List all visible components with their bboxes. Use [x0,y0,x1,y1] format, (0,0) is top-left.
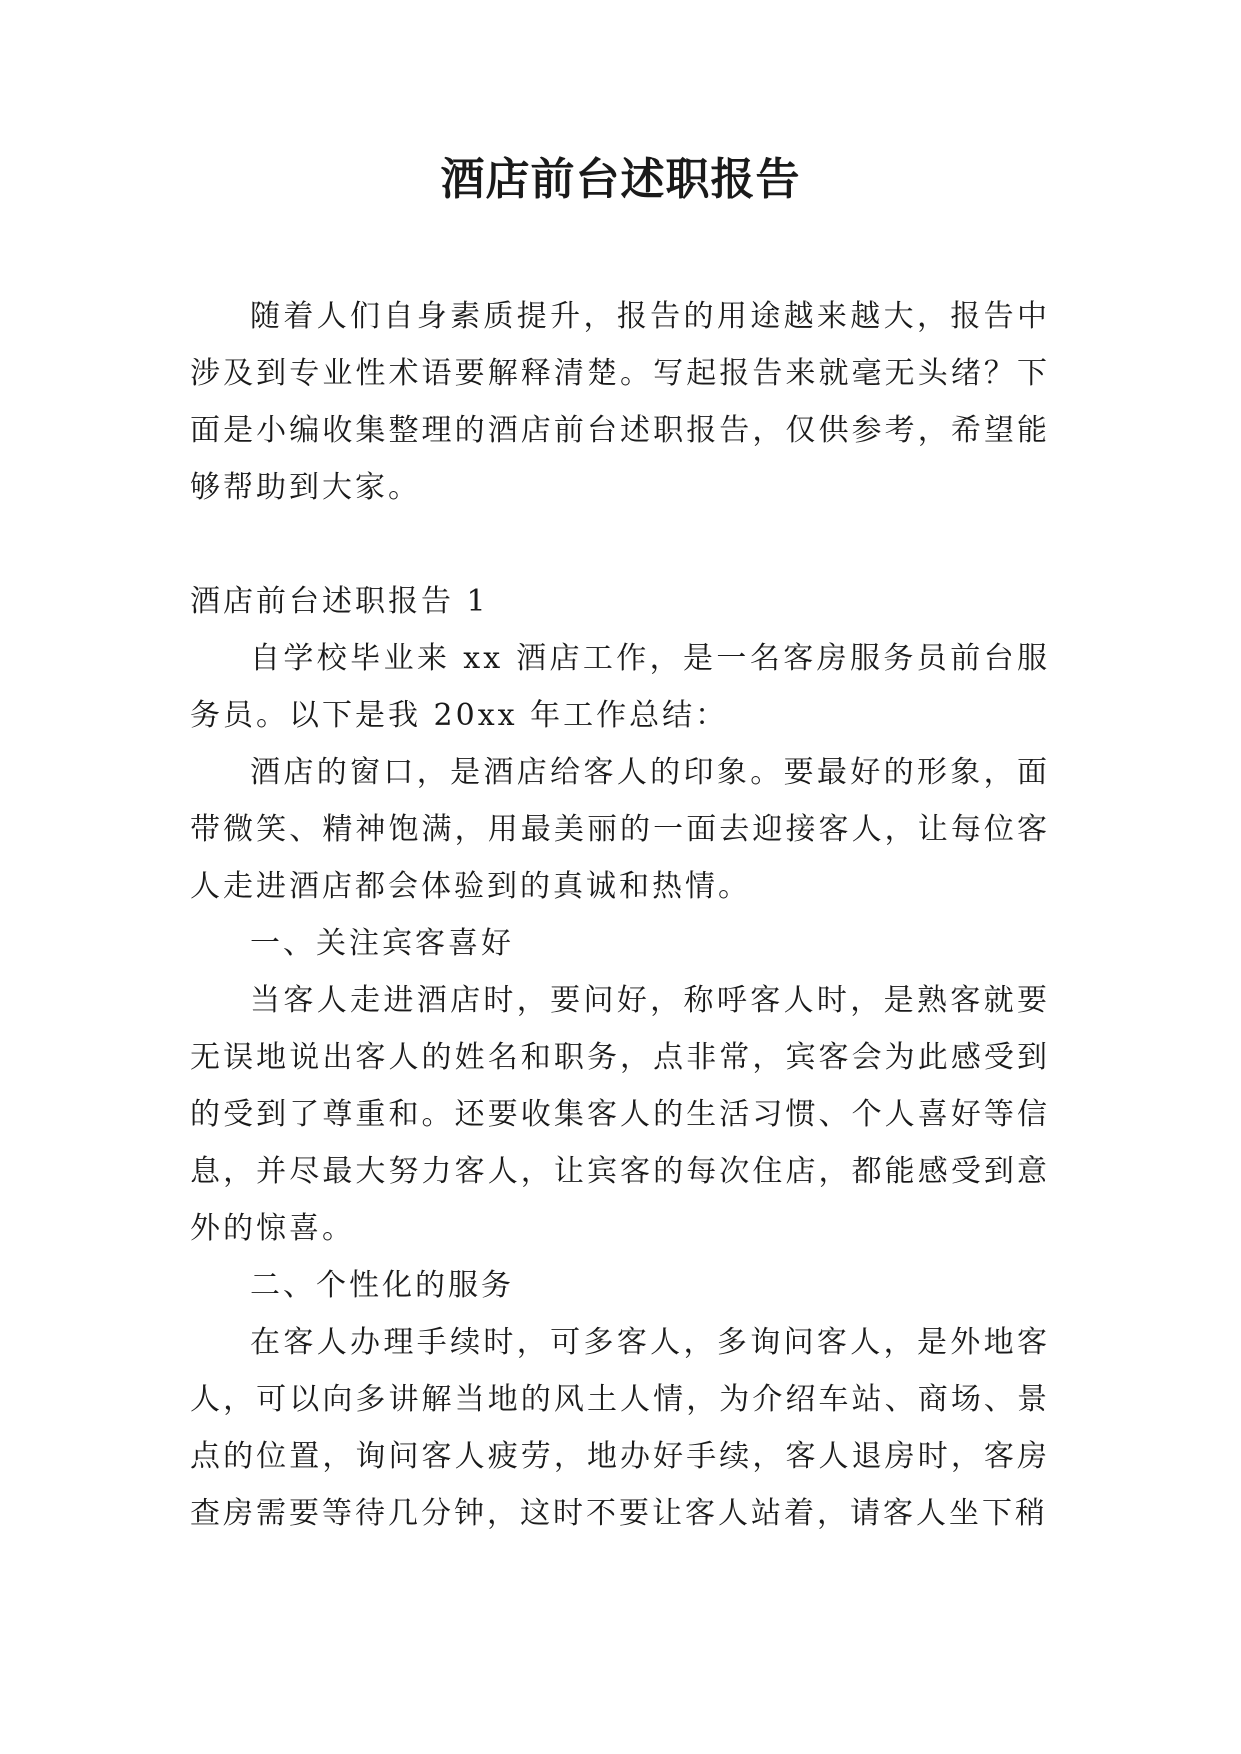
document-body [190,288,1050,1542]
subsection-heading: 一、关注宾客喜好 [250,926,514,961]
paragraph-gap [190,516,1050,573]
document-title: 酒店前台述职报告 [440,154,801,205]
intro-paragraph: 随着人们自身素质提升，报告的用途越来越大，报告中涉及到专业性术语要解释清楚。写起报告来就毫无头绪？下面是小编收集整理的酒店前台述职报告，仅供参考，希望能够帮助到大家。 [190,299,1050,505]
body-paragraph: 酒店的窗口，是酒店给客人的印象。要最好的形象，面带微笑、精神饱满，用最美丽的一面去迎接客人，让每位客人走进酒店都会体验到的真诚和热情。 [190,755,1050,904]
subsection-heading: 二、个性化的服务 [250,1268,514,1303]
body-paragraph: 在客人办理手续时，可多客人，多询问客人，是外地客人，可以向多讲解当地的风土人情，为介绍车站、商场、景点的位置，询问客人疲劳，地办好手续，客人退房时，客房查房需要等待几分钟，这时不要让客人站着，请客人坐下稍 [190,1325,1050,1531]
body-paragraph: 当客人走进酒店时，要问好，称呼客人时，是熟客就要无误地说出客人的姓名和职务，点非常，宾客会为此感受到的受到了尊重和。还要收集客人的生活习惯、个人喜好等信息，并尽最大努力客人，让宾客的每次住店，都能感受到意外的惊喜。 [190,983,1050,1246]
body-paragraph: 自学校毕业来 xx 酒店工作，是一名客房服务员前台服务员。以下是我 20xx 年工作总结： [190,641,1050,733]
section-heading: 酒店前台述职报告 1 [190,584,489,619]
